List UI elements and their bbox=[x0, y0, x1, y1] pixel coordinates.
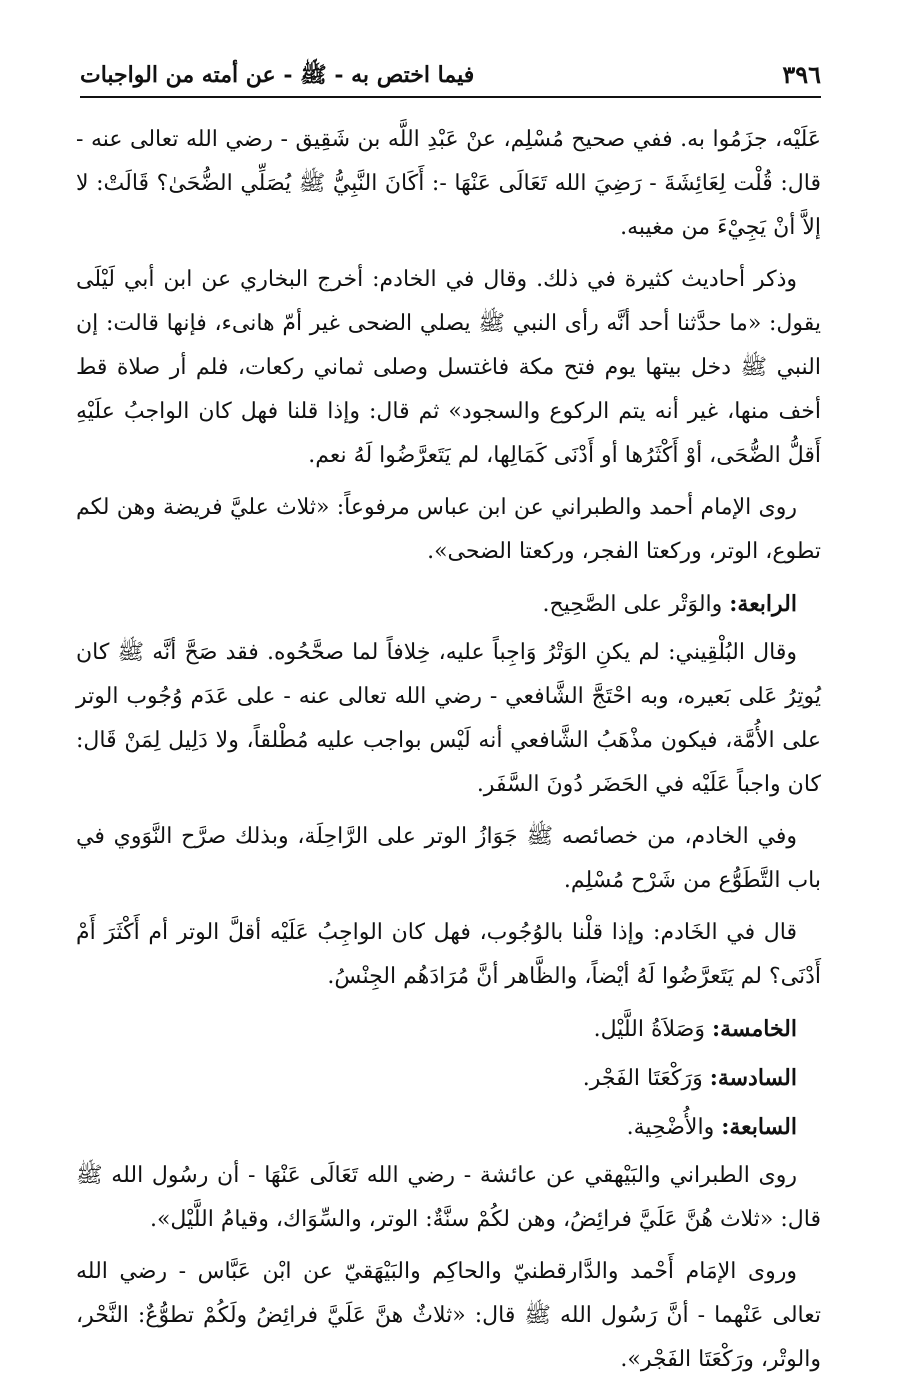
item-label: الخامسة: bbox=[711, 1016, 797, 1042]
paragraph-khadim-duha: وذكر أحاديث كثيرة في ذلك. وقال في الخادم: أخرج البخاري عن ابن أبي لَيْلَى يقول: «ما حدَّثنا أحد أنَّه رأى النبي ﷺ يصلي الضحى غير أمّ هانىء، فإنها قالت: إن النبي ﷺ دخل بيتها يوم فتح مكة فاغتسل وصلى ثماني ركعات، فلم أر صلاة قط أخف منها، غير أنه يتم الركوع والسجود» ثم قال: وإذا قلنا فهل كان الواجبُ علَيْهِ أَقلُّ الضُّحَى، أوْ أَكْثَرُها أو أَدْنَى كَمَالِها، لم يَتَعرَّضُوا لَهُ نعم. bbox=[76, 267, 821, 468]
item-label: السادسة: bbox=[709, 1065, 797, 1091]
paragraph-khadim-wujub: قال في الخَادم: وإذا قلْنا بالوُجُوب، فهل كان الواجِبُ عَلَيْه أقلَّ الوتر أم أَكْثَرَ أَمْ أَدْنَى؟ لم يَتَعرَّضُوا لَهُ أيْضاً، والظَّاهر أنَّ مُرَادَهُم الجِنْسُ. bbox=[76, 920, 821, 989]
item-text: وَصَلاَةُ اللَّيْل. bbox=[593, 1017, 705, 1042]
paragraph-khadim-witr: وفي الخادم، من خصائصه ﷺ جَوَازُ الوتر على الرَّاحِلَة، وبذلك صرَّح النَّوَوي في باب التَّطَوُّع من شَرْح مُسْلِم. bbox=[76, 824, 821, 893]
page-body bbox=[76, 118, 821, 1390]
item-text: والوَتْر على الصَّحِيح. bbox=[542, 592, 723, 617]
header-rule bbox=[80, 96, 821, 98]
item-text: والأُضْحِية. bbox=[626, 1115, 715, 1140]
running-title: فيما اختص به - ﷺ - عن أمته من الواجبات bbox=[80, 62, 475, 88]
paragraph-tabarani-bayhaqi: روى الطبراني والبَيْهقي عن عائشة - رضي الله تَعَالَى عَنْهَا - أن رسُول الله ﷺ قال: «ثلاث هُنَّ عَلَيَّ فرائِضُ، وهن لكُمْ سنَّةٌ: الوتر، والسِّوَاك، وقيامُ اللَّيْل». bbox=[76, 1163, 821, 1232]
paragraph-ahmad-tabarani: روى الإمام أحمد والطبراني عن ابن عباس مرفوعاً: «ثلاث عليَّ فريضة وهن لكم تطوع، الوتر، وركعتا الفجر، وركعتا الضحى». bbox=[76, 495, 821, 564]
item-text: وَرَكْعَتَا الفَجْر. bbox=[582, 1066, 703, 1091]
item-sixth bbox=[76, 1056, 821, 1101]
item-fifth bbox=[76, 1007, 821, 1052]
page-header bbox=[80, 58, 821, 98]
item-label: الرابعة: bbox=[729, 591, 797, 617]
paragraph-bulqini: وقال البُلْقِيني: لم يكنِ الوَتْرُ وَاجِباً عليه، خِلافاً لما صحَّحُوه. فقد صَحَّ أنَّه ﷺ كان يُوتِرُ عَلى بَعيره، وبه احْتَجَّ الشَّافعي - رضي الله تعالى عنه - على عَدَم وُجُوب الوتر على الأُمَّة، فيكون مذْهَبُ الشَّافعي أنه لَيْس بواجب عليه مُطْلقاً، ولا دَلِيل لِمَنْ قَال: كان واجباً عَلَيْه في الحَضَر دُونَ السَّفَر. bbox=[76, 640, 821, 797]
item-seventh bbox=[76, 1105, 821, 1150]
item-label: السابعة: bbox=[721, 1114, 797, 1140]
paragraph-continuation: عَلَيْه، جزَمُوا به. ففي صحيح مُسْلِم، عنْ عَبْدِ اللَّه بن شَقِيق - رضي الله تعالى عنه - قال: قُلْت لِعَائِشَةَ - رَضِيَ الله تَعَالَى عَنْهَا -: أَكَانَ النَّبِيُّ ﷺ يُصَلِّي الضُّحَىٰ؟ قَالَتْ: لا إلاَّ أنْ يَجِيْءَ من مغيبه. bbox=[76, 127, 821, 240]
paragraph-ahmad-hakim: وروى الإمَام أَحْمد والدَّارقطنيّ والحاكِم والبَيْهَقيّ عن ابْن عَبَّاس - رضي الله تعالى عَنْهما - أنَّ رَسُول الله ﷺ قال: «ثلاثٌ هنَّ عَلَيَّ فرائِضُ ولَكُمْ تطوُّعٌ: النَّحْر، والوتْر، ورَكْعَتَا الفَجْر». bbox=[76, 1259, 821, 1372]
item-fourth bbox=[76, 582, 821, 627]
page-number: ٣٩٦ bbox=[782, 60, 821, 89]
